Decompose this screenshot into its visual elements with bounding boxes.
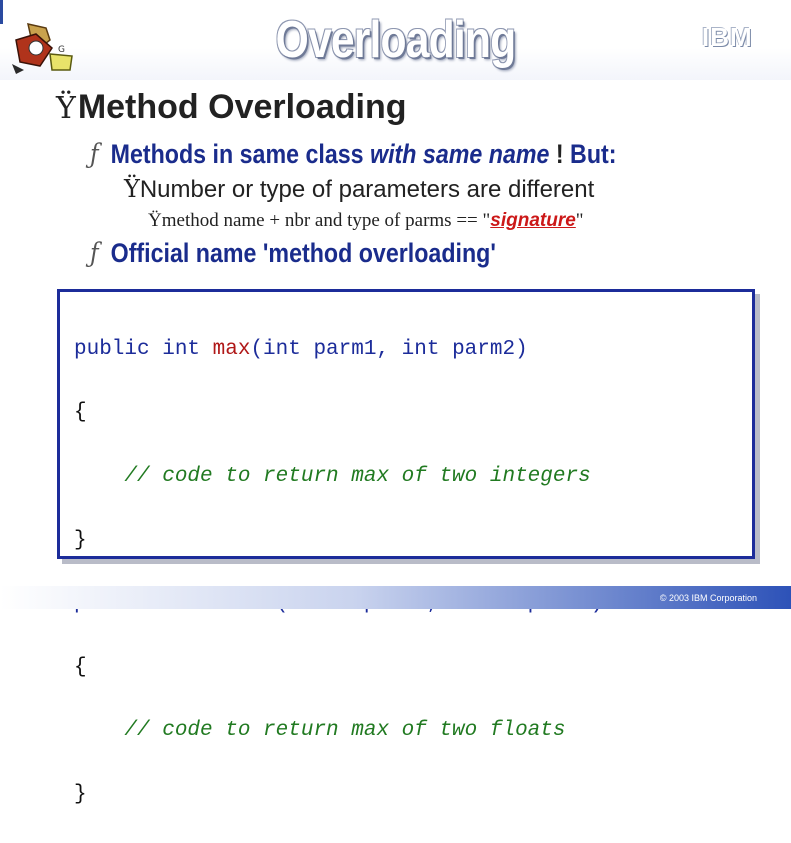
svg-text:G: G <box>58 45 65 55</box>
point1-text-a: Methods in same class <box>110 139 371 169</box>
point1-italic: with same name <box>370 139 550 169</box>
code-line: } <box>74 528 87 552</box>
code-comment: // code to return max of two floats <box>74 719 566 743</box>
sub-point-signature <box>148 210 584 232</box>
dash-glyph: ƒ <box>90 238 99 269</box>
code-listing <box>74 302 603 843</box>
cartoon-logo-icon <box>6 18 78 76</box>
sub2-close: " <box>575 210 584 231</box>
bullet-glyph: Ÿ <box>148 210 162 231</box>
point1-text-b: But: <box>570 139 617 169</box>
code-line <box>74 334 603 366</box>
sub1-text: Number or type of parameters are different <box>139 176 595 203</box>
code-line: { <box>74 655 87 679</box>
bullet-glyph: Ÿ <box>124 175 140 203</box>
code-line: { <box>74 401 87 425</box>
signature-term: signature <box>490 210 576 231</box>
point-methods-same-class <box>90 139 616 170</box>
header-accent-bar <box>0 0 3 24</box>
code-function-name: max <box>212 337 251 361</box>
slide-title: Overloading <box>275 11 516 69</box>
dash-glyph: ƒ <box>90 139 99 170</box>
code-segment: (int parm1, int parm2) <box>250 337 528 361</box>
copyright-text: © 2003 IBM Corporation <box>659 593 757 603</box>
sub2-text: method name + nbr and type of parms == " <box>161 210 491 231</box>
point-official-name <box>90 238 496 269</box>
code-comment: // code to return max of two integers <box>74 464 591 488</box>
code-line: } <box>74 782 87 806</box>
bullet-glyph: Ÿ <box>56 91 76 126</box>
code-segment: public int <box>74 337 213 361</box>
main-heading-text: Method Overloading <box>77 88 407 126</box>
sub-point-parameters <box>124 175 594 204</box>
point1-bang: ! <box>549 139 571 169</box>
main-heading <box>56 88 407 127</box>
ibm-logo: IBM <box>702 22 753 52</box>
point2-text: Official name 'method overloading' <box>110 238 496 268</box>
